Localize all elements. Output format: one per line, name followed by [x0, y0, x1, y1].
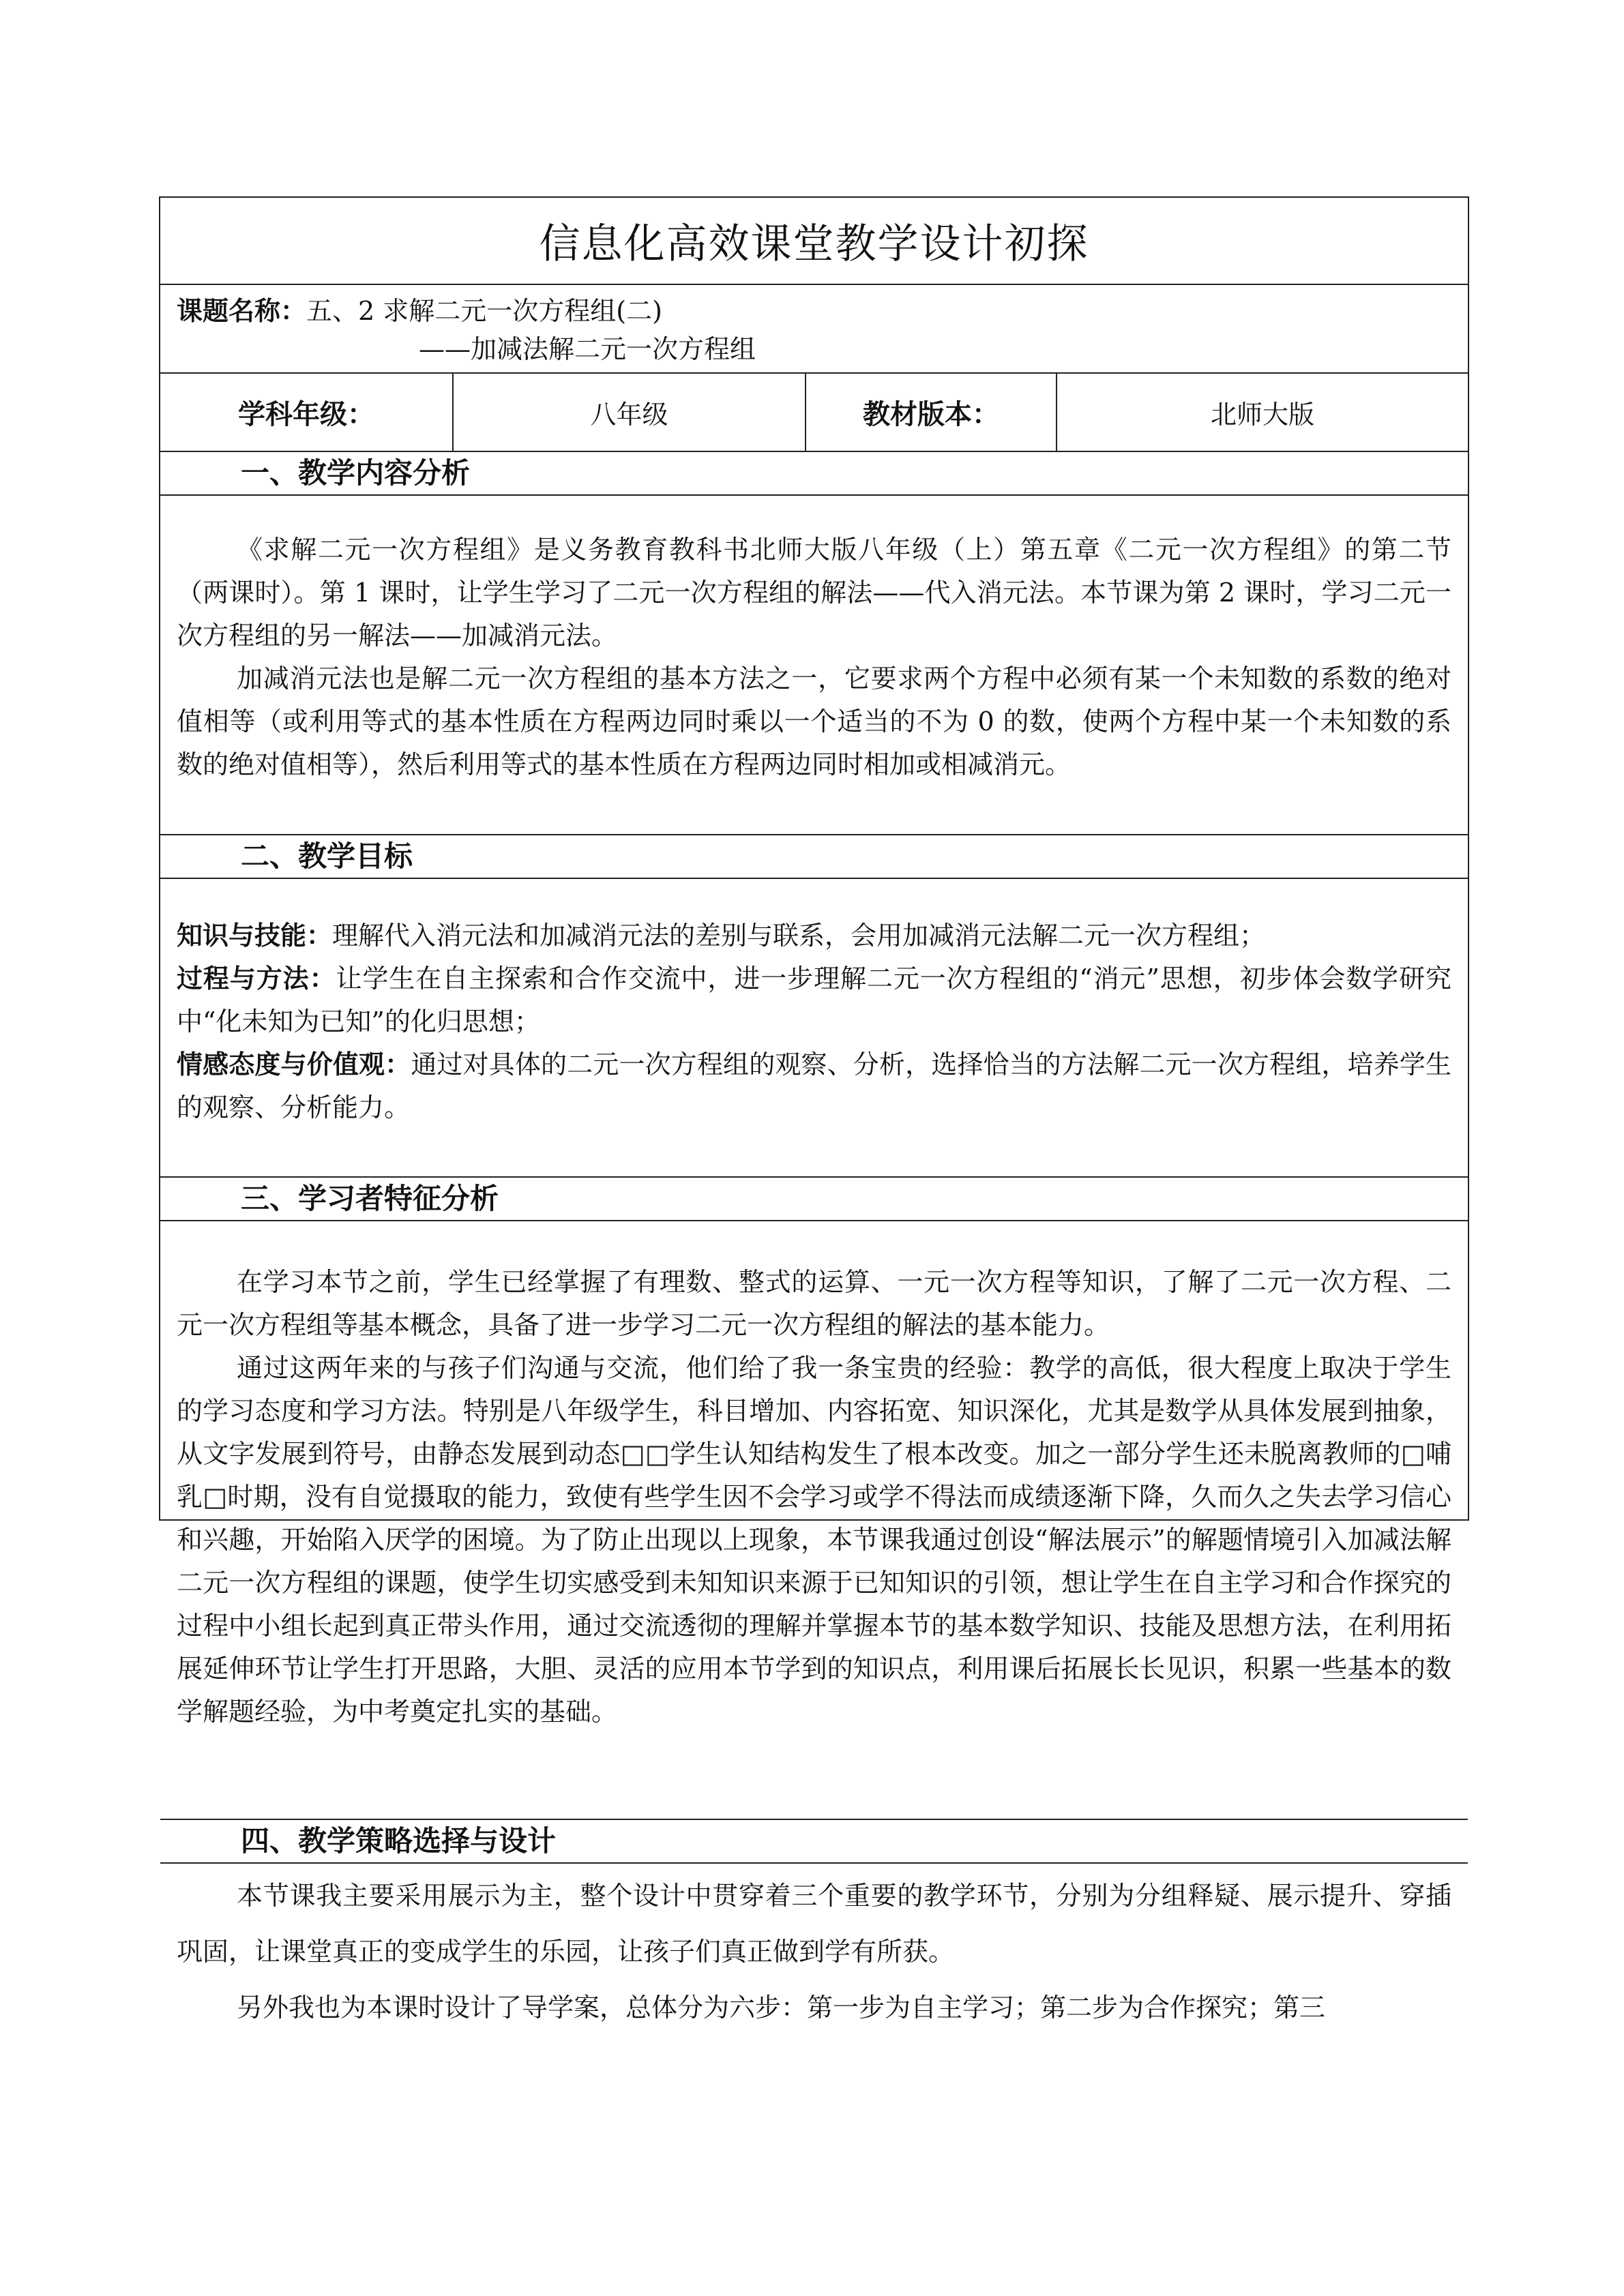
strategy-body [160, 1864, 1468, 2205]
goal-emotion-text: 通过对具体的二元一次方程组的观察、分析，选择恰当的方法解二元一次方程组，培养学生的观察、分析能力。 [177, 1049, 1451, 1122]
section-heading-content-analysis: 一、教学内容分析 [160, 452, 1468, 496]
content-analysis-body [160, 496, 1468, 835]
goal-emotion [177, 1043, 1451, 1129]
paragraph: 《求解二元一次方程组》是义务教育教科书北师大版八年级（上）第五章《二元一次方程组》的第二节（两课时）。第 1 课时，让学生学习了二元一次方程组的解法——代入消元法。本节课为第 2 课时，学习二元一次方程组的另一解法——加减消元法。 [177, 535, 1451, 651]
topic-line-1: 五、2 求解二元一次方程组(二) [306, 296, 662, 326]
paragraph: 另外我也为本课时设计了导学案，总体分为六步：第一步为自主学习；第二步为合作探究；第三 [237, 1993, 1326, 2023]
topic-label: 课题名称： [177, 296, 307, 326]
topic-row [160, 285, 1468, 374]
grade-value: 八年级 [454, 374, 806, 451]
edition-label: 教材版本： [806, 374, 1057, 451]
goal-knowledge-label: 知识与技能： [177, 921, 333, 951]
edition-value: 北师大版 [1210, 400, 1314, 430]
lesson-design-table [159, 196, 1469, 2023]
section-heading-strategy: 四、教学策略选择与设计 [160, 1820, 1468, 1864]
meta-row [160, 374, 1468, 452]
goal-emotion-label: 情感态度与价值观： [177, 1049, 411, 1079]
paragraph: 通过这两年来的与孩子们沟通与交流，他们给了我一条宝贵的经验：教学的高低，很大程度上取决于学生的学习态度和学习方法。特别是八年级学生，科目增加、内容拓宽、知识深化，尤其是数学从具体发展到抽象，从文字发展到符号，由静态发展到动态□□学生认知结构发生了根本改变。加之一部分学生还未脱离教师的□哺乳□时期，没有自觉摄取的能力，致使有些学生因不会学习或学不得法而成绩逐渐下降，久而久之失去学习信心和兴趣，开始陷入厌学的困境。为了防止出现以上现象，本节课我通过创设“解法展示”的解题情境引入加减法解二元一次方程组的课题，使学生切实感受到未知知识来源于已知知识的引领，想让学生在自主学习和合作探究的过程中小组长起到真正带头作用，通过交流透彻的理解并掌握本节的基本数学知识、技能及思想方法，在利用拓展延伸环节让学生打开思路，大胆、灵活的应用本节学到的知识点，利用课后拓展长长见识，积累一些基本的数学解题经验，为中考奠定扎实的基础。 [177, 1353, 1451, 1727]
paragraph: 本节课我主要采用展示为主，整个设计中贯穿着三个重要的教学环节，分别为分组释疑、展示提升、穿插巩固，让课堂真正的变成学生的乐园，让孩子们真正做到学有所获。 [177, 1881, 1451, 1967]
topic-line-2: ——加减法解二元一次方程组 [419, 334, 756, 364]
learner-body [160, 1221, 1468, 1820]
goals-body [160, 879, 1468, 1178]
goal-knowledge-text: 理解代入消元法和加减消元法的差别与联系，会用加减消元法解二元一次方程组； [332, 921, 1266, 951]
paragraph: 在学习本节之前，学生已经掌握了有理数、整式的运算、一元一次方程等知识，了解了二元一次方程、二元一次方程组等基本概念，具备了进一步学习二元一次方程组的解法的基本能力。 [177, 1267, 1451, 1340]
document-title: 信息化高效课堂教学设计初探 [160, 198, 1468, 285]
grade-label: 学科年级： [160, 374, 454, 451]
section-heading-goals: 二、教学目标 [160, 835, 1468, 879]
goal-knowledge [177, 914, 1451, 957]
goal-process-text: 让学生在自主探索和合作交流中，进一步理解二元一次方程组的“消元”思想，初步体会数学研究中“化未知为已知”的化归思想； [177, 964, 1451, 1037]
goal-process-label: 过程与方法： [177, 964, 336, 994]
paragraph: 加减消元法也是解二元一次方程组的基本方法之一，它要求两个方程中必须有某一个未知数的系数的绝对值相等（或利用等式的基本性质在方程两边同时乘以一个适当的不为 0 的数，使两个方程中某一个未知数的系数的绝对值相等），然后利用等式的基本性质在方程两边同时相加或相减消元。 [177, 664, 1451, 779]
section-heading-learner: 三、学习者特征分析 [160, 1178, 1468, 1221]
goal-process [177, 957, 1451, 1043]
